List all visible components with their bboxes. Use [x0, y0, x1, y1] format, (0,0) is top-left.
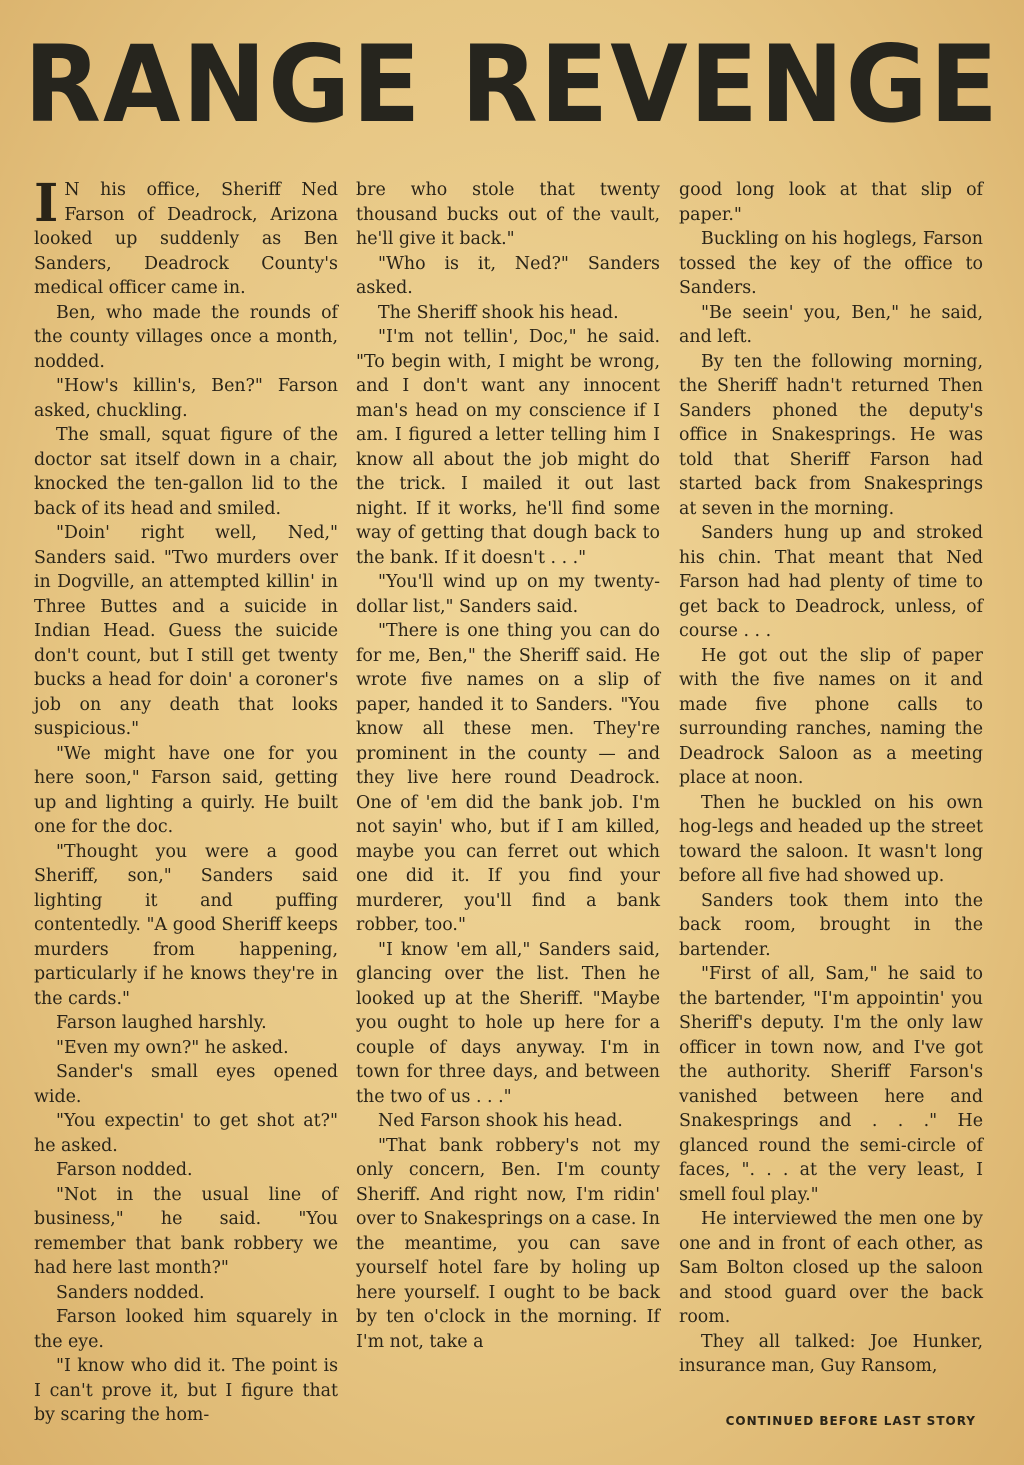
paragraph-text: "Who is it, Ned?" Sanders asked.	[356, 253, 660, 298]
paragraph-text: "How's killin's, Ben?" Farson asked, chuckling.	[34, 376, 338, 421]
paragraph	[679, 1330, 983, 1379]
title-word-1: RANGE	[24, 22, 423, 147]
paragraph-text: good long look at that slip of paper."	[679, 180, 983, 225]
paragraph	[34, 1158, 338, 1183]
paragraph-text: Sanders hung up and stroked his chin. That meant that Ned Farson had had plenty of time to get back to Deadrock, unless, of course . . .	[679, 523, 983, 641]
paragraph-text: The small, squat figure of the doctor sat itself down in a chair, knocked the ten-gallon lid to the back of its head and smiled.	[34, 425, 338, 519]
paragraph	[34, 301, 338, 375]
paragraph-text: By ten the following morning, the Sheriff hadn't returned Then Sanders phoned the deputy's office in Snakesprings. He was told that Sheriff Farson had started back from Snakesprings at seven in the morning.	[679, 351, 983, 519]
text-column-2	[356, 178, 660, 1354]
paragraph-text: "You'll wind up on my twenty-dollar list," Sanders said.	[356, 572, 660, 617]
paragraph-text: N his office, Sheriff Ned Farson of Deadrock, Arizona looked up suddenly as Ben Sanders, Deadrock County's medical officer came in.	[34, 180, 338, 298]
paragraph-text: "Doin' right well, Ned," Sanders said. "Two murders over in Dogville, an attempted killin' in Three Buttes and a suicide in Indian Head. Guess the suicide don't count, but I still get twenty bucks a head for doin' a coroner's job on any death that looks suspicious."	[34, 523, 338, 739]
paragraph	[34, 1036, 338, 1061]
title-word-2: REVENGE	[460, 22, 1000, 147]
paragraph	[34, 173, 338, 301]
paragraph-text: bre who stole that twenty thousand bucks out of the vault, he'll give it back."	[356, 180, 660, 249]
paragraph-text: Farson looked him squarely in the eye.	[34, 1307, 338, 1352]
paragraph	[34, 1011, 338, 1036]
paragraph	[34, 521, 338, 742]
paragraph	[356, 325, 660, 570]
paragraph	[34, 840, 338, 1012]
paragraph	[34, 374, 338, 423]
paragraph	[356, 178, 660, 252]
text-column-1	[34, 173, 338, 1428]
story-title	[24, 22, 1000, 147]
paragraph-text: Sanders took them into the back room, brought in the bartender.	[679, 890, 983, 960]
paragraph	[679, 227, 983, 301]
paragraph	[679, 1207, 983, 1330]
paragraph	[34, 423, 338, 521]
paragraph	[34, 1354, 338, 1428]
paragraph-text: "Thought you were a good Sheriff, son," Sanders said lighting it and puffing contentedly. "A good Sheriff keeps murders from happening, particularly if he knows they're in the cards."	[34, 841, 338, 1009]
paragraph-text: "I know who did it. The point is I can't prove it, but I figure that by scaring the hom-	[34, 1356, 338, 1425]
paragraph-text: Farson nodded.	[56, 1160, 193, 1180]
paragraph	[356, 1109, 660, 1134]
drop-cap: I	[34, 173, 59, 234]
paragraph-text: Farson laughed harshly.	[56, 1013, 267, 1033]
paragraph	[679, 644, 983, 791]
paragraph-text: "You expectin' to get shot at?" he asked.	[34, 1111, 338, 1156]
paragraph	[34, 1183, 338, 1281]
paragraph	[356, 570, 660, 619]
paragraph-text: "I'm not tellin', Doc," he said. "To begin with, I might be wrong, and I don't want any innocent man's head on my conscience if I am. I figured a letter telling him I know all about the job might do the trick. I mailed it out last night. If it works, he'll find some way of getting that dough back to the bank. If it doesn't . . ."	[356, 327, 660, 568]
paragraph-text: Sander's small eyes opened wide.	[34, 1062, 338, 1107]
paragraph	[679, 301, 983, 350]
paragraph	[34, 1305, 338, 1354]
paragraph	[356, 619, 660, 938]
paragraph-text: Sanders nodded.	[56, 1282, 205, 1303]
paragraph-text: "I know 'em all," Sanders said, glancing over the list. Then he looked up at the Sheriff. "Maybe you ought to hole up here for a couple of days anyway. I'm in town for three days, and between the two of us . . ."	[356, 939, 660, 1107]
paragraph	[356, 1134, 660, 1355]
paragraph-text: Buckling on his hoglegs, Farson tossed the key of the office to Sanders.	[679, 229, 983, 298]
paragraph-text: "First of all, Sam," he said to the bartender, "I'm appointin' you Sheriff's deputy. I'm the only law officer in town now, and I've got the authority. Sheriff Farson's vanished between here and Snakesprings and . . ." He glanced round the semi-circle of faces, ". . . at the very least, I smell foul play."	[679, 964, 983, 1205]
paragraph-text: The Sheriff shook his head.	[378, 302, 619, 323]
paragraph	[356, 938, 660, 1110]
paragraph-text: "Not in the usual line of business," he said. "You remember that bank robbery we had here last month?"	[34, 1184, 338, 1278]
paragraph	[34, 1281, 338, 1306]
paragraph-text: He got out the slip of paper with the five names on it and made five phone calls to surrounding ranches, naming the Deadrock Saloon as a meeting place at noon.	[679, 645, 983, 788]
paragraph-text: "Be seein' you, Ben," he said, and left.	[679, 302, 983, 347]
paragraph-text: Ned Farson shook his head.	[378, 1111, 623, 1131]
paragraph	[679, 521, 983, 644]
paragraph	[679, 962, 983, 1207]
paragraph	[34, 1060, 338, 1109]
paragraph	[34, 742, 338, 840]
paragraph-text: "We might have one for you here soon," Farson said, getting up and lighting a quirly. He built one for the doc.	[34, 743, 338, 837]
paragraph	[679, 178, 983, 227]
paragraph	[34, 1109, 338, 1158]
continued-note: CONTINUED BEFORE LAST STORY	[725, 1414, 976, 1428]
paragraph-text: "There is one thing you can do for me, Ben," the Sheriff said. He wrote five names on a slip of paper, handed it to Sanders. "You know all these men. They're prominent in the county — and they live here round Deadrock. One of 'em did the bank job. I'm not sayin' who, but if I am killed, maybe you can ferret out which one did it. If you find your murderer, you'll find a bank robber, too."	[356, 621, 660, 935]
paragraph-text: He interviewed the men one by one and in front of each other, as Sam Bolton closed up the saloon and stood guard over the back room.	[679, 1209, 983, 1327]
paragraph-text: "Even my own?" he asked.	[56, 1037, 289, 1058]
paragraph	[356, 301, 660, 326]
paragraph	[679, 889, 983, 963]
text-column-3	[679, 178, 983, 1379]
paragraph	[679, 350, 983, 522]
paragraph-text: Ben, who made the rounds of the county villages once a month, nodded.	[34, 302, 338, 372]
paragraph-text: "That bank robbery's not my only concern, Ben. I'm county Sheriff. And right now, I'm ridin' over to Snakesprings on a case. In the meantime, you can save yourself hotel fare by holing up here yourself. I ought to be back by ten o'clock in the morning. If I'm not, take a	[356, 1135, 660, 1352]
paragraph-text: They all talked: Joe Hunker, insurance man, Guy Ransom,	[679, 1331, 983, 1376]
paragraph	[679, 791, 983, 889]
paragraph	[356, 252, 660, 301]
paragraph-text: Then he buckled on his own hog-legs and headed up the street toward the saloon. It wasn't long before all five had showed up.	[679, 792, 983, 886]
